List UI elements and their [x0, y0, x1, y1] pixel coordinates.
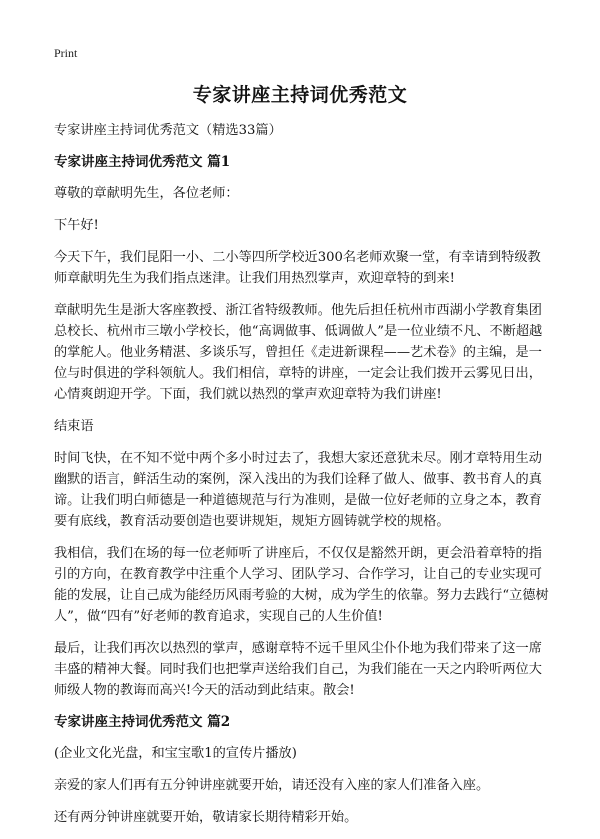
print-link[interactable]: Print [54, 46, 78, 60]
paragraph: (企业文化光盘，和宝宝歌1的宣传片播放) [54, 746, 297, 761]
paragraph: 时间飞快，在不知不觉中两个多小时过去了，我想大家还意犹未尽。刚才章特用生动幽默的语言，鲜活生动的案例，深入浅出的为我们诠释了做人、做事、教书育人的真谛。让我们明白师德是一种道德规范与行为准则，是做一位好老师的立身之本，教育要有底线，教育活动要创造也要讲规矩，规矩方圆铸就学校的规格。 [54, 451, 542, 529]
paragraph: 结束语 [54, 419, 94, 434]
document-title: 专家讲座主持词优秀范文 [192, 84, 408, 106]
paragraph: 今天下午，我们昆阳一小、二小等四所学校近300名老师欢聚一堂，有幸请到特级教师章献明先生为我们指点迷津。让我们用热烈掌声，欢迎章特的到来! [54, 250, 541, 286]
paragraph: 章献明先生是浙大客座教授、浙江省特级教师。他先后担任杭州市西湖小学教育集团总校长、杭州市三墩小学校长，他“高调做事、低调做人”是一位业绩不凡、不断超越的掌舵人。他业务精湛、多谈乐写，曾担任《走进新课程——艺术卷》的主编，是一位与时俱进的学科领航人。我们相信，章特的讲座，一定会让我们拨开云雾见日出，心情爽朗迎开学。下面，我们就以热烈的掌声欢迎章特为我们讲座! [54, 303, 543, 402]
section-heading-2: 专家讲座主持词优秀范文 篇2 [54, 714, 231, 730]
paragraph: 尊敬的章献明先生，各位老师： [54, 186, 239, 201]
paragraph: 还有两分钟讲座就要开始，敬请家长期待精彩开始。 [54, 810, 358, 825]
paragraph: 最后，让我们再次以热烈的掌声，感谢章特不远千里风尘仆仆地为我们带来了这一席丰盛的精神大餐。同时我们也把掌声送给我们自己，为我们能在一天之内聆听两位大师级人物的教诲而高兴!今天的活动到此结束。散会! [54, 641, 542, 698]
document-body [54, 120, 550, 839]
section-heading-1: 专家讲座主持词优秀范文 篇1 [54, 154, 231, 170]
paragraph: 我相信，我们在场的每一位老师听了讲座后，不仅仅是豁然开朗，更会沿着章特的指引的方向，在教育教学中注重个人学习、团队学习、合作学习，让自己的专业实现可能的发展，让自己成为能经历风雨考验的大树，成为学生的依靠。努力去践行“立德树人”，做“四有”好老师的教育追求，实现自己的人生价值! [54, 546, 549, 624]
document-subtitle: 专家讲座主持词优秀范文（精选33篇） [54, 123, 282, 138]
paragraph: 亲爱的家人们再有五分钟讲座就要开始，请还没有入座的家人们准备入座。 [54, 778, 490, 793]
paragraph: 下午好! [54, 218, 99, 233]
